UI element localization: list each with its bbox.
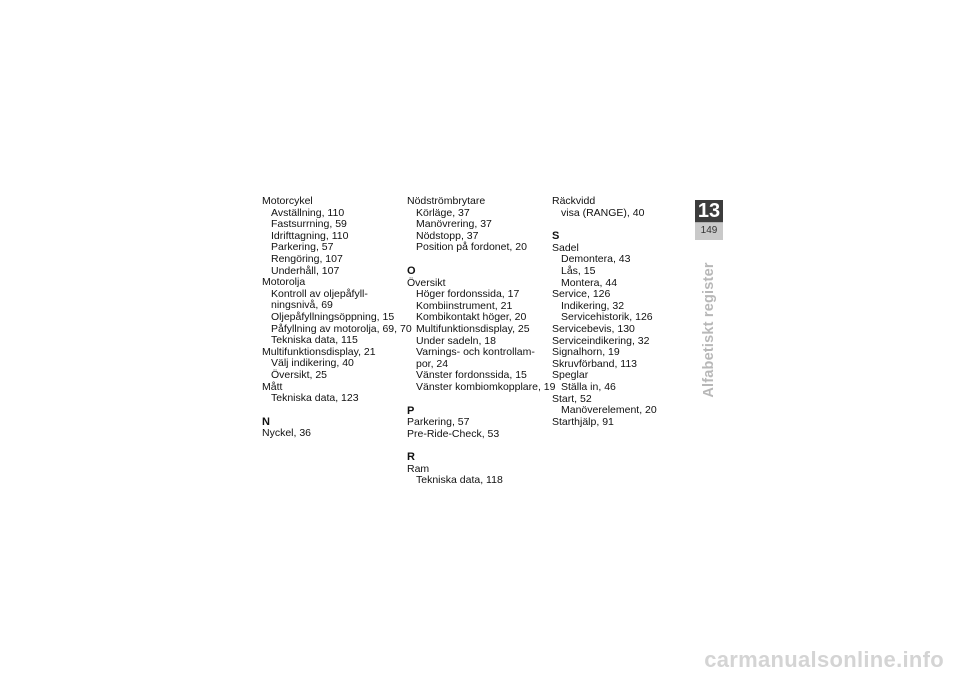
index-subentry: Manövrering, 37 — [416, 218, 492, 231]
index-entry: Räckvidd — [552, 195, 596, 207]
index-subentry: Ställa in, 46 — [561, 380, 616, 393]
index-subentry: Nödstopp, 37 — [416, 229, 479, 242]
index-subentry: Tekniska data, 115 — [271, 334, 358, 347]
index-entry: Skruvförband, 113 — [552, 357, 638, 370]
index-entry: Servicebevis, 130 — [552, 322, 635, 335]
index-letter-heading: R — [407, 451, 415, 464]
chapter-tab — [695, 200, 723, 240]
index-subentry: Demontera, 43 — [561, 253, 631, 266]
index-subentry: Indikering, 32 — [561, 299, 625, 312]
index-subentry: Välj indikering, 40 — [271, 357, 354, 370]
index-entry: Motorcykel — [262, 195, 313, 207]
index-subentry: Kombiinstrument, 21 — [416, 299, 513, 312]
index-subentry: Tekniska data, 123 — [271, 392, 359, 405]
index-entry: Signalhorn, 19 — [552, 346, 620, 359]
index-entry: Sadel — [552, 241, 579, 254]
index-entry: Översikt — [407, 276, 446, 289]
index-subentry: Oljepåfyllningsöppning, 15 — [271, 310, 395, 323]
index-entry: Multifunktionsdisplay, 21 — [262, 345, 376, 358]
index-subentry: Lås, 15 — [561, 264, 596, 277]
index-subentry: Parkering, 57 — [271, 241, 334, 254]
index-column-1 — [262, 195, 412, 440]
index-subentry: Varnings- och kontrollam- — [416, 346, 535, 359]
index-letter-heading: P — [407, 404, 415, 417]
index-entry: Start, 52 — [552, 392, 592, 405]
index-subentry: Kontroll av oljepåfyll- — [271, 287, 368, 300]
index-subentry: Vänster fordonssida, 15 — [416, 369, 527, 382]
index-subentry: Position på fordonet, 20 — [416, 241, 527, 254]
index-entry: Speglar — [552, 369, 589, 382]
watermark: carmanualsonline.info — [704, 647, 944, 672]
index-entry: Starthjälp, 91 — [552, 415, 614, 428]
index-subentry: visa (RANGE), 40 — [561, 206, 645, 219]
index-subentry: ningsnivå, 69 — [271, 299, 333, 312]
index-entry: Service, 126 — [552, 288, 611, 301]
chapter-title: Alfabetiskt register — [701, 262, 717, 398]
index-subentry: Fastsurrning, 59 — [271, 218, 347, 231]
chapter-number: 13 — [697, 200, 721, 222]
index-entry: Serviceindikering, 32 — [552, 334, 650, 347]
index-column-2 — [407, 195, 556, 487]
index-subentry: Under sadeln, 18 — [416, 334, 496, 347]
index-entry: Mått — [262, 380, 283, 393]
index-subentry: Manöverelement, 20 — [561, 404, 657, 417]
index-column-3 — [552, 196, 692, 428]
index-subentry: Vänster kombiomkopplare, 19 — [416, 380, 556, 393]
index-letter-heading: O — [407, 264, 416, 277]
index-subentry: por, 24 — [416, 357, 449, 370]
index-subentry: Höger fordonssida, 17 — [416, 288, 520, 301]
index-entry: Parkering, 57 — [407, 416, 470, 429]
index-letter-heading: N — [262, 415, 270, 428]
index-subentry: Idrifttagning, 110 — [271, 229, 349, 242]
index-subentry: Kombikontakt höger, 20 — [416, 311, 527, 324]
index-subentry: Multifunktionsdisplay, 25 — [416, 322, 530, 335]
index-letter-heading: S — [552, 230, 560, 243]
index-entry: Nyckel, 36 — [262, 427, 312, 440]
index-subentry: Underhåll, 107 — [271, 264, 340, 277]
index-entry: Motorolja — [262, 276, 306, 289]
index-subentry: Montera, 44 — [561, 276, 618, 289]
index-entry: Pre-Ride-Check, 53 — [407, 427, 500, 440]
index-entry: Ram — [407, 462, 430, 475]
index-subentry: Avställning, 110 — [271, 206, 345, 219]
index-entry: Nödströmbrytare — [407, 195, 486, 207]
index-subentry: Påfyllning av motorolja, 69, 70 — [271, 322, 412, 335]
index-subentry: Körläge, 37 — [416, 206, 470, 219]
index-subentry: Rengöring, 107 — [271, 252, 343, 265]
index-subentry: Tekniska data, 118 — [416, 474, 503, 487]
index-subentry: Översikt, 25 — [271, 368, 328, 381]
index-subentry: Servicehistorik, 126 — [561, 311, 653, 324]
page-number: 149 — [700, 225, 718, 236]
